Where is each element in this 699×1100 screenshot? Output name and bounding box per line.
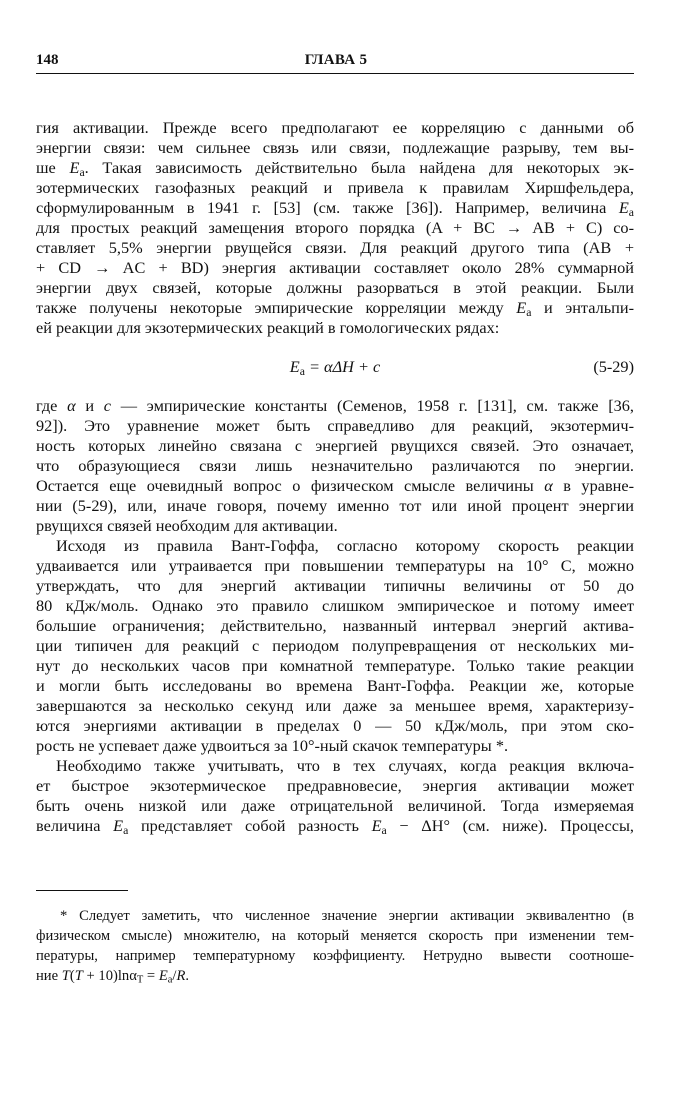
text-line: ей реакции для экзотермических реакций в гомологических рядах:: [36, 318, 500, 337]
text-line: нии (5-29), или, иначе говоря, почему именно тот или иной процент энергии: [36, 496, 634, 515]
equation-number: (5-29): [593, 357, 634, 376]
text-line: большие ограничения; действительно, названный интервал энергий актива-: [36, 616, 634, 635]
footnote-line: физическом смысле) множителю, на который меняется скорость при изменении тем-: [36, 928, 634, 944]
text-line: ше $E_а$. Такая зависимость действительно была найдена для некоторых эк-: [36, 158, 634, 179]
text-line: ются энергиями активации в пределах 0 — 50 кДж/моль, при этом ско-: [36, 716, 634, 735]
text-line: рвущихся связей необходим для активации.: [36, 516, 338, 535]
paragraph-3: [36, 536, 634, 756]
text-line: Исходя из правила Вант-Гоффа, согласно которому скорость реакции: [56, 536, 634, 555]
footnote: [36, 906, 634, 986]
paragraph-1: [36, 118, 634, 338]
text-line: удваивается или утраивается при повышении температуры на 10° C, можно: [36, 556, 634, 575]
text-line: энергии связи: чем сильнее связь или связи, подлежащие разрыву, тем вы-: [36, 138, 634, 157]
text-line: завершаются за несколько секунд или даже за меньшее время, характеризу-: [36, 696, 634, 715]
text-line: ность которых линейно связана с энергией рвущихся связей. Это означает,: [36, 436, 634, 455]
text-line: энергии двух связей, которые должны разорваться в этой реакции. Были: [36, 278, 634, 297]
paragraph-4: [36, 756, 634, 836]
chapter-title: ГЛАВА 5: [304, 52, 368, 68]
text-line: и могли быть исследованы во времена Вант-Гоффа. Реакции же, которые: [36, 676, 634, 695]
text-line: ставляет 5,5% энергии рвущейся связи. Для реакций другого типа (AB +: [36, 238, 634, 257]
footnote-rule: [36, 890, 128, 891]
text-line: + CD → AC + BD) энергия активации составляет около 28% суммарной: [36, 258, 634, 277]
text-line: рость не успевает даже удвоиться за 10°-ный скачок температуры *.: [36, 736, 509, 755]
text-line: 92]). Это уравнение может быть справедливо для реакций, экзотермич-: [36, 416, 634, 435]
page-header: [36, 52, 636, 74]
footnote-line: * Следует заметить, что численное значение энергии активации эквивалентно (в: [60, 908, 634, 924]
text-line: Необходимо также учитывать, что в тех случаях, когда реакция включа-: [56, 756, 634, 775]
text-line: нут до нескольких часов при комнатной температуре. Только такие реакции: [36, 656, 634, 675]
text-line: ет быстрое экзотермическое предравновесие, энергия активации может: [36, 776, 634, 795]
text-line: 80 кДж/моль. Однако это правило слишком эмпирическое и потому имеет: [36, 596, 634, 615]
text-line: также получены некоторые эмпирические корреляции между $E_а$ и энтальпи-: [36, 298, 634, 319]
page-number: 148: [36, 52, 59, 68]
paragraph-2: [36, 396, 634, 536]
text-line: гия активации. Прежде всего предполагают ее корреляцию с данными об: [36, 118, 634, 137]
text-line: для простых реакций замещения второго порядка (A + BC → AB + C) со-: [36, 218, 634, 237]
equation-5-29: [36, 355, 634, 379]
text-line: сформулированным в 1941 г. [53] (см. также [36]). Например, величина $E_а$: [36, 198, 634, 219]
text-line: ции типичен для реакций с периодом полупревращения от нескольких ми-: [36, 636, 634, 655]
text-line: величина $E_а$ представляет собой разность $E_а - \Delta H^\circ$ (см. ниже). Процессы,: [36, 816, 634, 837]
text-line: утверждать, что для энергий активации типичны величины от 50 до: [36, 576, 634, 595]
footnote-line: пературы, например температурному коэффициенту. Нетрудно вывести соотноше-: [36, 948, 634, 964]
text-line: что образующиеся связи лишь незначительно различаются по энергии.: [36, 456, 634, 475]
text-line: где α и c — эмпирические константы (Семенов, 1958 г. [131], см. также [36,: [36, 396, 634, 415]
footnote-line: ние $T(T + 10)\ln\alpha_T = E_а/R$.: [36, 968, 190, 986]
text-line: быть очень низкой или даже отрицательной величиной. Тогда измеряемая: [36, 796, 634, 815]
text-line: зотермических газофазных реакций и привела к правилам Хиршфельдера,: [36, 178, 634, 197]
text-line: Остается еще очевидный вопрос о физическом смысле величины α в уравне-: [36, 476, 634, 495]
header-rule: [36, 73, 634, 74]
equation-body: $E_а = \alpha\Delta H + c$: [289, 357, 381, 378]
